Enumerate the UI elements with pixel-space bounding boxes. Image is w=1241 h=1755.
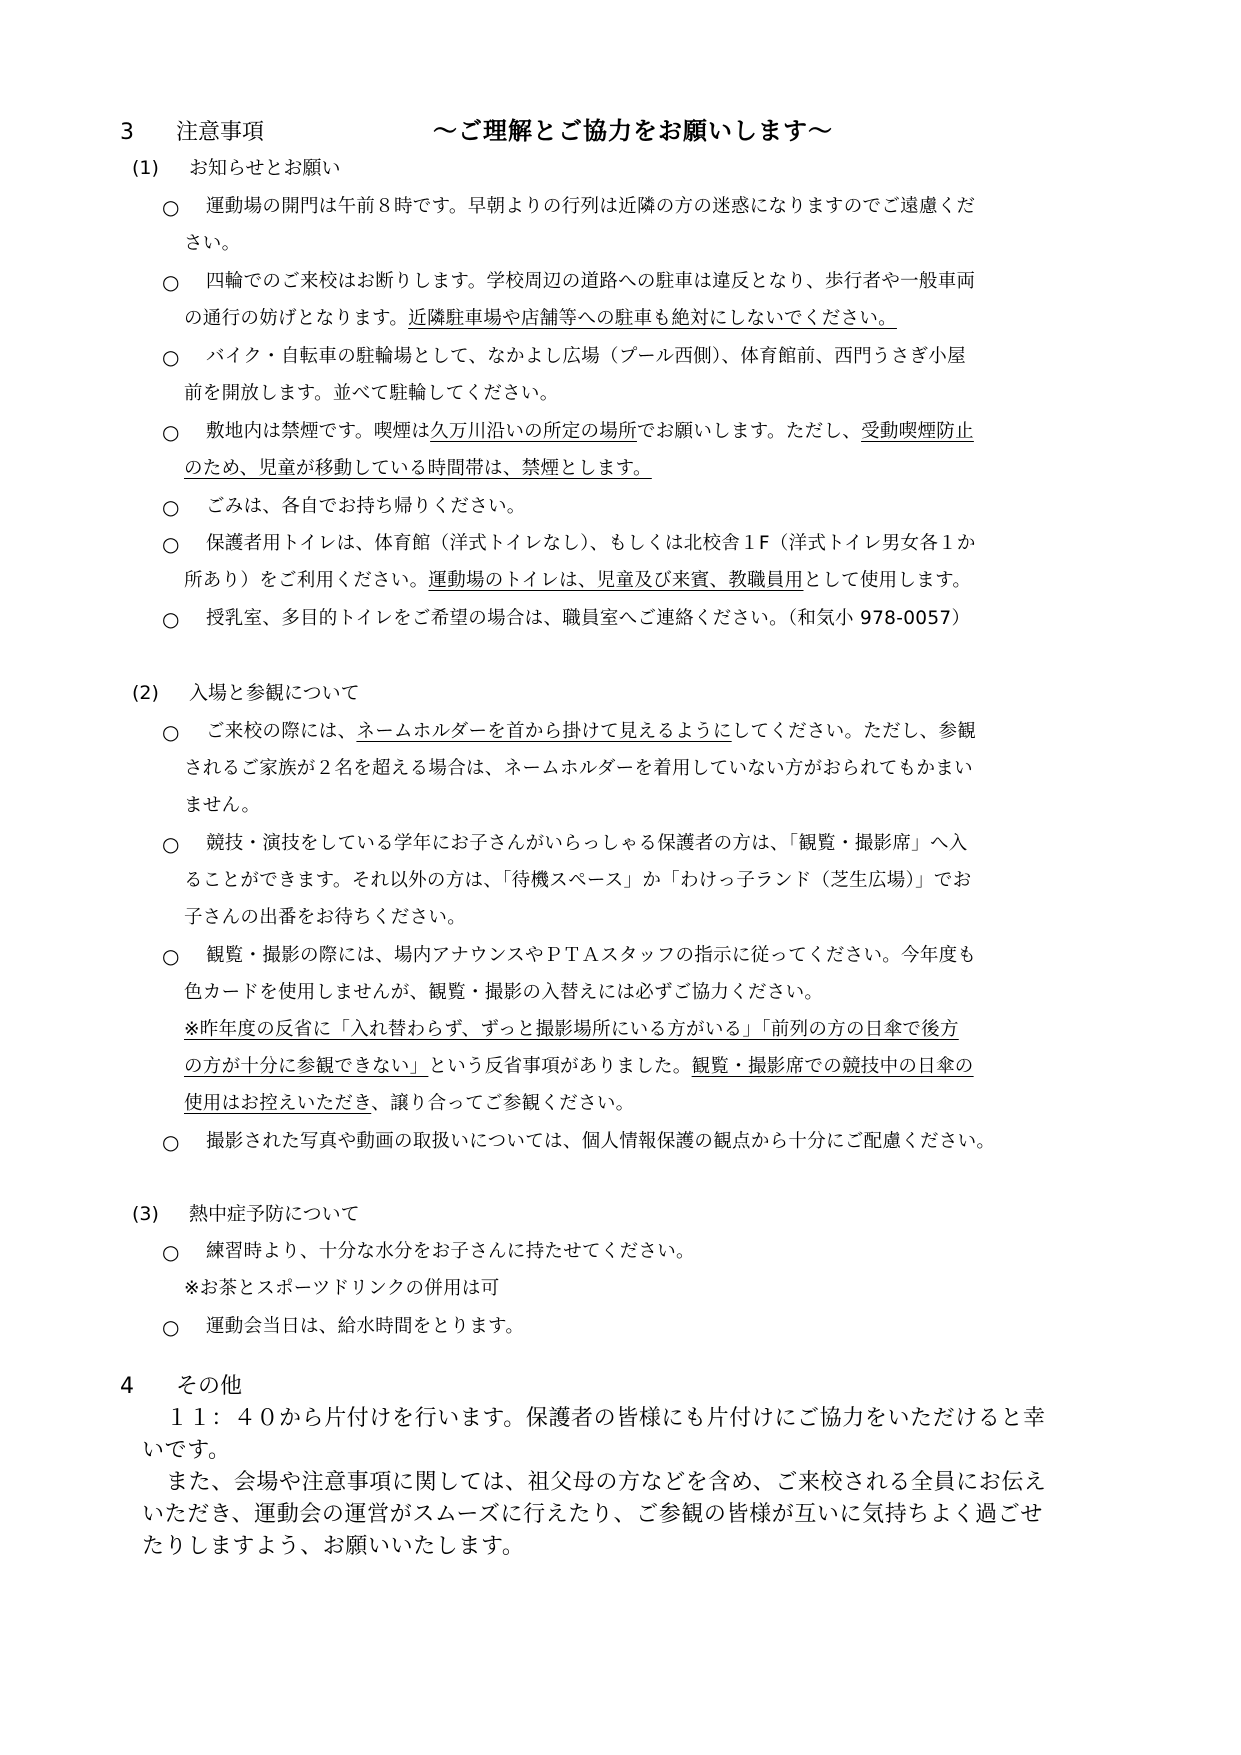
underlined-text: 観覧・撮影席での競技中の日傘の: [691, 1056, 974, 1077]
sub1-item2-line1: 四輪でのご来校はお断りします。学校周辺の道路への駐車は違反となり、歩行者や一般車両: [206, 271, 976, 292]
sub2-item3-line4: [184, 1058, 974, 1077]
sub2-item3-line3: ※昨年度の反省に「入れ替わらず、ずっと撮影場所にいる方がいる」「前列の方の日傘で後方: [184, 1019, 959, 1040]
section3-title: 注意事項: [176, 120, 265, 145]
text-run: ご来校の際には、: [206, 721, 357, 742]
sub2-item3-line1: 観覧・撮影の際には、場内アナウンスやＰＴＡスタッフの指示に従ってください。今年度も: [206, 945, 977, 966]
bullet-icon: ○: [162, 607, 180, 631]
sub2-item3-line5: [184, 1095, 634, 1114]
section4-p2-line3: たりしますよう、お願いいたします。: [142, 1534, 525, 1559]
bullet-icon: ○: [162, 495, 180, 519]
sub2-item2-line2: ることができます。それ以外の方は、「待機スペース」か「わけっ子ランド（芝生広場）」でお: [184, 870, 972, 891]
text-run: 所あり）をご利用ください。: [184, 570, 429, 591]
underlined-text: の方が十分に参観できない」: [184, 1056, 429, 1077]
bullet-icon: ○: [162, 195, 180, 219]
underlined-text: ネームホルダーを首から掛けて見えるように: [356, 721, 732, 742]
bullet-icon: ○: [162, 270, 180, 294]
sub2-item3-line2: 色カードを使用しませんが、観覧・撮影の入替えには必ずご協力ください。: [184, 982, 824, 1003]
section4-heading: [120, 1376, 242, 1398]
sub1-item3-line1: バイク・自転車の駐輪場として、なかよし広場（プール西側）、体育館前、西門うさぎ小屋: [206, 346, 966, 367]
underlined-text: 使用はお控えいただき: [184, 1093, 372, 1114]
sub2-item2-line1: 競技・演技をしている学年にお子さんがいらっしゃる保護者の方は、「観覧・撮影席」へ入: [206, 833, 968, 854]
section4-p1-line2: いです。: [142, 1438, 231, 1463]
underlined-text: 受動喫煙防止: [861, 421, 974, 442]
bullet-icon: ○: [162, 944, 180, 968]
sub3-title: 熱中症予防について: [189, 1203, 360, 1225]
sub1-item6-line2: [184, 572, 971, 591]
underlined-text: 運動場のトイレは、児童及び来賓、教職員用: [428, 570, 804, 591]
text-run: という反省事項がありました。: [428, 1056, 692, 1077]
sub1-label: (1): [132, 157, 159, 179]
section3-subtitle: ～ご理解とご協力をお願いします～: [433, 117, 833, 145]
sub1-item4-line2: のため、児童が移動している時間帯は、禁煙とします。: [184, 458, 652, 479]
underlined-text: 近隣駐車場や店舗等への駐車も絶対にしないでください。: [408, 308, 897, 329]
section3-number: 3: [120, 120, 134, 145]
sub2-item2-line3: 子さんの出番をお待ちください。: [184, 907, 467, 928]
sub2-item1-line3: ません。: [184, 795, 261, 816]
sub2-label: (2): [132, 682, 159, 704]
bullet-icon: ○: [162, 1315, 180, 1339]
bullet-icon: ○: [162, 1130, 180, 1154]
sub2-item1-line2: されるご家族が２名を超える場合は、ネームホルダーを着用していない方がおられてもかまい: [184, 758, 973, 779]
sub1-item7-line1: 授乳室、多目的トイレをご希望の場合は、職員室へご連絡ください。（和気小 978-0057）: [206, 608, 971, 629]
bullet-icon: ○: [162, 720, 180, 744]
sub3-label: (3): [132, 1203, 159, 1225]
section4-p2-line1: また、会場や注意事項に関しては、祖父母の方などを含め、ご来校される全員にお伝え: [166, 1470, 1047, 1495]
bullet-icon: ○: [162, 1240, 180, 1264]
sub2-item1-line1: [206, 723, 976, 742]
bullet-icon: ○: [162, 832, 180, 856]
sub3-heading: [132, 1205, 360, 1224]
section4-p2-line2: いただき、運動会の運営がスムーズに行えたり、ご参観の皆様が互いに気持ちよく過ごせ: [142, 1502, 1043, 1527]
section4-p1-line1: １１：４０から片付けを行います。保護者の皆様にも片付けにご協力をいただけると幸: [166, 1406, 1046, 1431]
text-run: 敷地内は禁煙です。喫煙は: [206, 421, 431, 442]
sub1-title: お知らせとお願い: [189, 157, 341, 179]
text-run: として使用します。: [803, 570, 972, 591]
sub3-item1-line2: ※お茶とスポーツドリンクの併用は可: [184, 1278, 500, 1299]
sub1-item1-line1: 運動場の開門は午前８時です。早朝よりの行列は近隣の方の迷惑になりますのでご遠慮くだ: [206, 196, 976, 217]
bullet-icon: ○: [162, 420, 180, 444]
underlined-text: 久万川沿いの所定の場所: [430, 421, 637, 442]
section3-heading: [120, 122, 264, 144]
section4-number: 4: [120, 1374, 134, 1399]
bullet-icon: ○: [162, 345, 180, 369]
sub3-item1-line1: 練習時より、十分な水分をお子さんに持たせてください。: [206, 1241, 695, 1262]
text-run: 、譲り合ってご参観ください。: [371, 1093, 635, 1114]
sub1-item4-line1: [206, 423, 974, 442]
text-run: の通行の妨げとなります。: [184, 308, 409, 329]
sub1-item6-line1: 保護者用トイレは、体育館（洋式トイレなし）、もしくは北校舎１F（洋式トイレ男女各１か: [206, 533, 976, 554]
section4-title: その他: [176, 1374, 243, 1399]
text-run: でお願いします。ただし、: [636, 421, 862, 442]
text-run: してください。ただし、参観: [731, 721, 977, 742]
sub1-item5-line1: ごみは、各自でお持ち帰りください。: [206, 496, 526, 517]
sub1-heading: [132, 159, 340, 178]
sub2-heading: [132, 684, 360, 703]
sub1-item1-line2: さい。: [184, 233, 241, 254]
sub3-item2-line1: 運動会当日は、給水時間をとります。: [206, 1316, 525, 1337]
sub1-item3-line2: 前を開放します。並べて駐輪してください。: [184, 383, 559, 404]
sub2-title: 入場と参観について: [189, 682, 360, 704]
bullet-icon: ○: [162, 532, 180, 556]
sub1-item2-line2: [184, 310, 897, 329]
sub2-item4-line1: 撮影された写真や動画の取扱いについては、個人情報保護の観点から十分にご配慮ください。: [206, 1131, 996, 1152]
